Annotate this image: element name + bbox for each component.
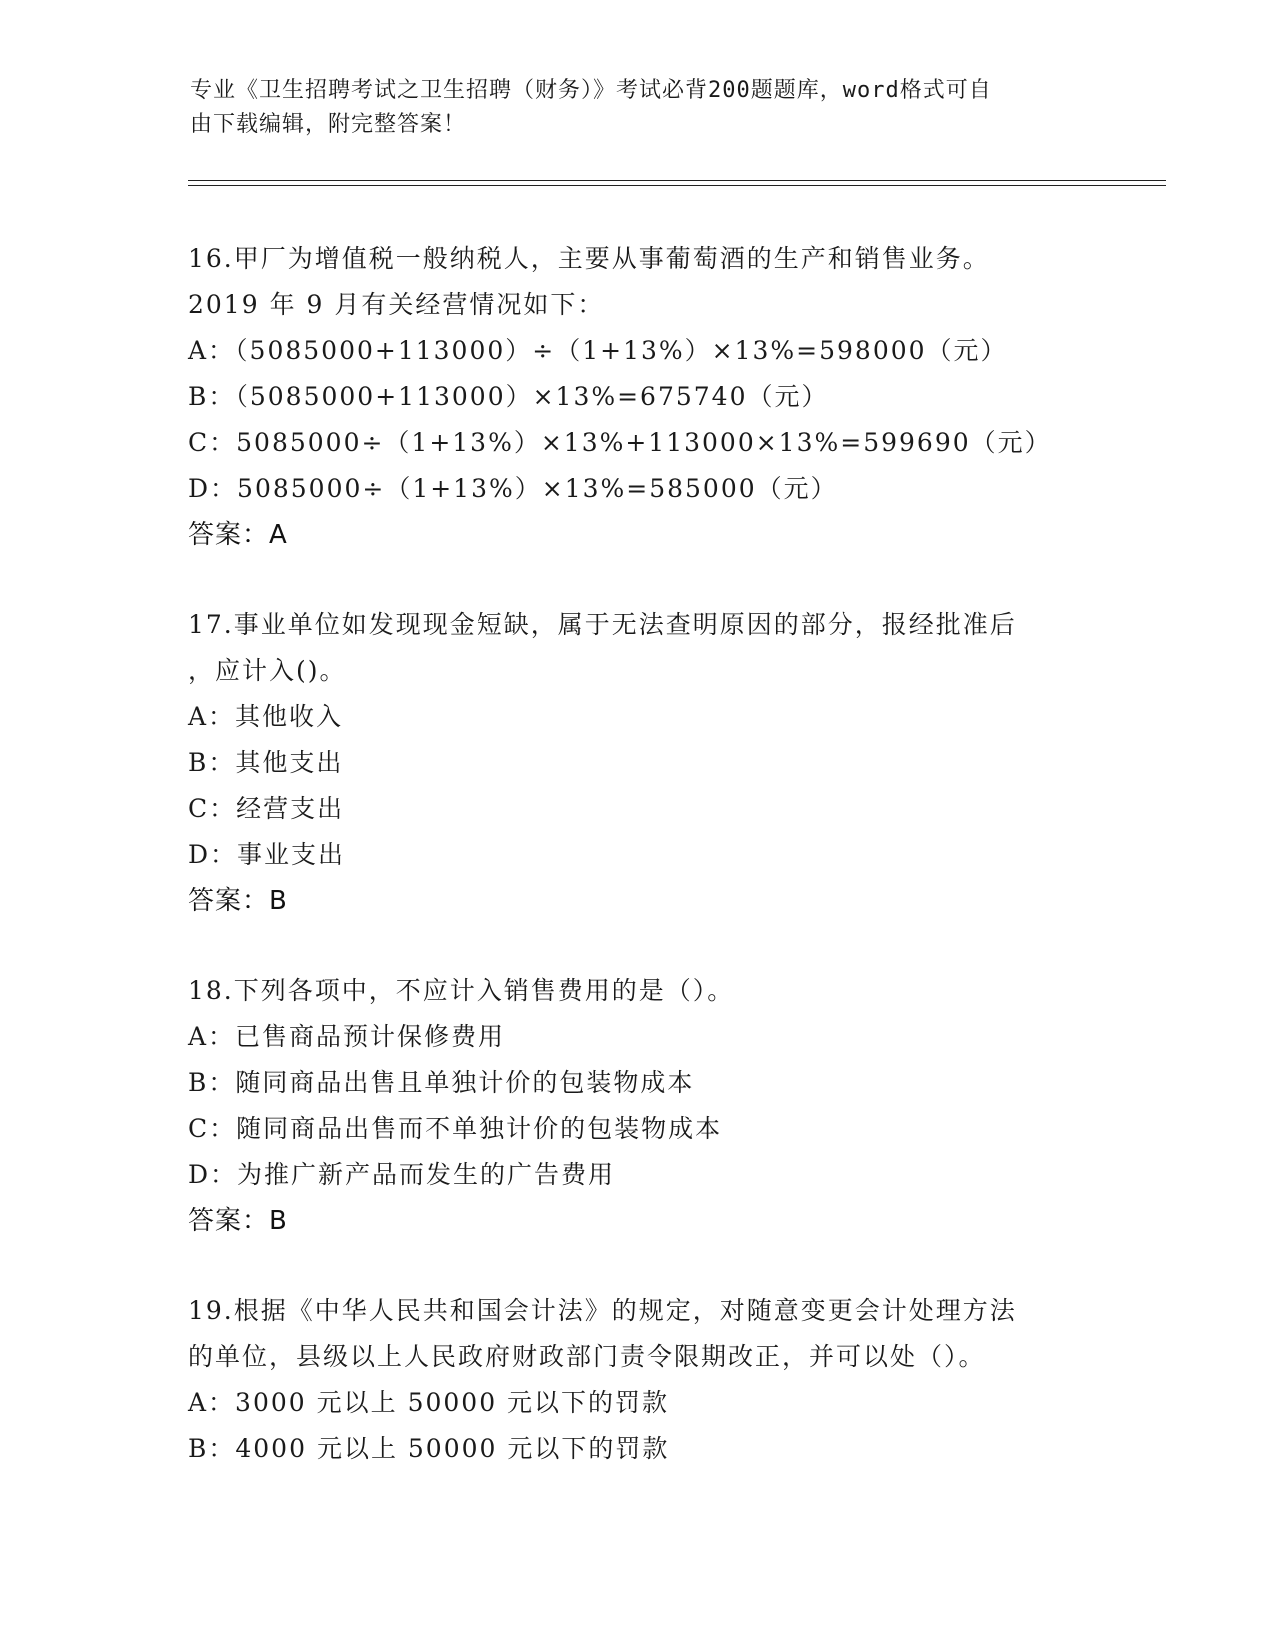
option-d: D：事业支出 [188,840,346,869]
header-divider-bottom [188,185,1166,186]
option-c: C：5085000÷（1+13%）×13%+113000×13%=599690（元） [188,428,1052,457]
document-header [190,74,1080,142]
header-line-2: 由下载编辑，附完整答案！ [190,112,467,137]
question-text-line: 的单位，县级以上人民政府财政部门责令限期改正，并可以处（）。 [188,1342,986,1371]
question-text-line: 18.下列各项中，不应计入销售费用的是（）。 [188,976,735,1005]
question-17 [188,602,1088,924]
option-b: B：（5085000+113000）×13%=675740（元） [188,382,829,411]
question-text-line: 2019 年 9 月有关经营情况如下： [188,290,605,319]
question-list [188,236,1088,1516]
header-line-1: 专业《卫生招聘考试之卫生招聘（财务）》考试必背200题题库，word格式可自 [190,78,992,103]
option-d: D：5085000÷（1+13%）×13%=585000（元） [188,474,838,503]
answer-label: 答案：B [188,886,288,916]
option-a: A：其他收入 [188,702,344,731]
question-18 [188,968,1088,1244]
option-b: B：其他支出 [188,748,344,777]
option-a: A：3000 元以上 50000 元以下的罚款 [188,1388,670,1417]
option-b: B：随同商品出售且单独计价的包装物成本 [188,1068,695,1097]
option-a: A：（5085000+113000）÷（1+13%）×13%=598000（元） [188,336,1008,365]
answer-label: 答案：B [188,1206,288,1236]
answer-label: 答案：A [188,520,288,550]
option-b: B：4000 元以上 50000 元以下的罚款 [188,1434,670,1463]
question-text-line: 17.事业单位如发现现金短缺，属于无法查明原因的部分，报经批准后 [188,610,1017,639]
option-c: C：经营支出 [188,794,345,823]
question-16 [188,236,1088,558]
question-text-line: 16.甲厂为增值税一般纳税人，主要从事葡萄酒的生产和销售业务。 [188,244,990,273]
option-d: D：为推广新产品而发生的广告费用 [188,1160,616,1189]
option-a: A：已售商品预计保修费用 [188,1022,506,1051]
question-text-line: ，应计入()。 [188,656,347,685]
header-divider-top [188,180,1166,181]
option-c: C：随同商品出售而不单独计价的包装物成本 [188,1114,723,1143]
question-text-line: 19.根据《中华人民共和国会计法》的规定，对随意变更会计处理方法 [188,1296,1017,1325]
question-19 [188,1288,1088,1472]
